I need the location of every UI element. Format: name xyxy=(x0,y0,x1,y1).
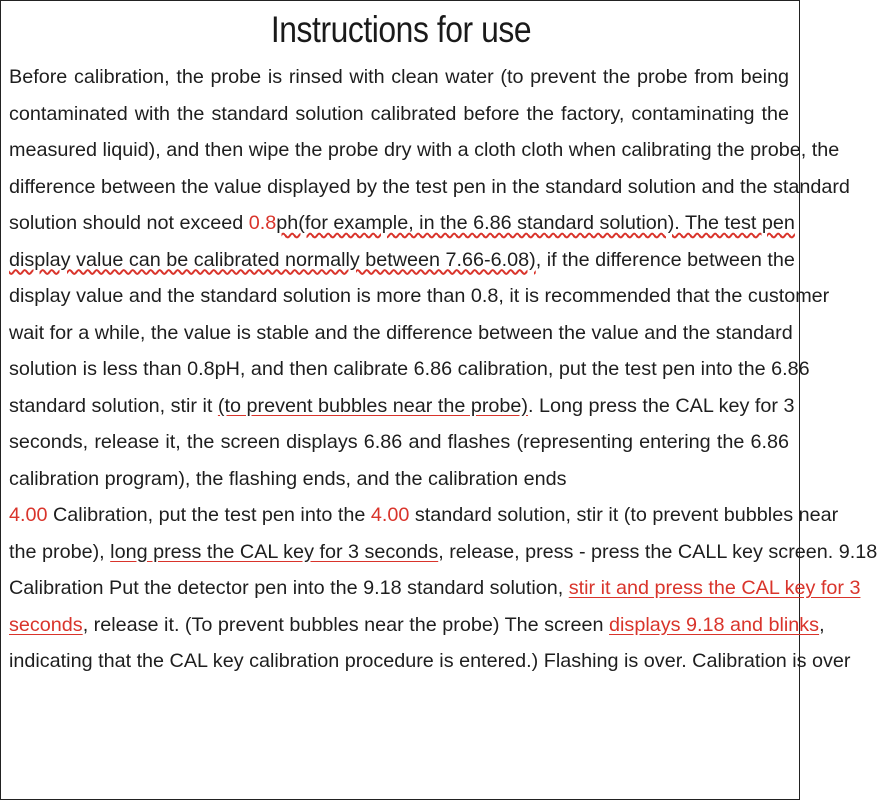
highlighted-text: stir it and press the CAL key for 3 xyxy=(568,577,861,599)
text-line xyxy=(9,132,840,169)
text-line xyxy=(9,242,795,279)
text-line xyxy=(9,461,789,498)
text-segment: contaminated with the standard solution calibrated before the factory, contaminating the xyxy=(9,102,789,125)
highlighted-text: displays 9.18 and blinks xyxy=(609,613,820,636)
page-title: Instructions for use xyxy=(270,9,532,50)
text-segment: Before calibration, the probe is rinsed with clean water (to prevent the probe from being xyxy=(9,66,789,88)
text-segment: . Long press the CAL key for 3 xyxy=(528,394,795,417)
text-line xyxy=(9,205,795,242)
text-segment: solution is less than 0.8pH, and then calibrate 6.86 calibration, put the test pen into the 6.86 xyxy=(9,358,810,380)
text-segment: Calibration, put the test pen into the xyxy=(47,504,371,526)
text-line xyxy=(9,278,830,315)
text-segment: , release it. (To prevent bubbles near the probe) The screen xyxy=(82,613,610,636)
text-segment: standard solution, stir it xyxy=(9,394,218,417)
text-segment: solution should not exceed xyxy=(9,212,249,234)
highlighted-text: display value can be calibrated normally between 7.66-6.08) xyxy=(9,248,536,271)
text-line xyxy=(9,607,825,644)
text-line xyxy=(9,59,789,96)
text-segment: standard solution, stir it (to prevent bubbles near xyxy=(409,504,839,526)
highlighted-text: (to prevent bubbles near the probe) xyxy=(217,394,529,417)
highlighted-text: 4.00 xyxy=(370,504,410,526)
instruction-text xyxy=(9,59,877,680)
text-segment: Calibration Put the detector pen into the 9.18 standard solution, xyxy=(9,577,569,599)
text-line xyxy=(9,96,789,133)
text-line xyxy=(9,570,861,607)
highlighted-text: seconds xyxy=(9,613,83,636)
highlighted-text: 4.00 xyxy=(9,504,48,526)
text-line xyxy=(9,424,789,461)
text-line xyxy=(9,643,851,680)
text-segment: wait for a while, the value is stable and the difference between the value and the standard xyxy=(9,321,793,344)
text-line xyxy=(9,534,877,571)
text-segment: the probe), xyxy=(9,540,111,563)
text-segment: difference between the value displayed by the test pen in the standard solution and the standard xyxy=(9,175,850,198)
highlighted-text: ph(for example, in the 6.86 standard solution). The test pen xyxy=(276,212,795,234)
text-line xyxy=(9,497,839,534)
text-segment: indicating that the CAL key calibration procedure is entered.) Flashing is over. Calibration is over xyxy=(9,650,851,672)
text-segment: , xyxy=(819,613,825,636)
text-segment: display value and the standard solution is more than 0.8, it is recommended that the customer xyxy=(9,285,830,307)
highlighted-text: long press the CAL key for 3 seconds xyxy=(110,540,439,563)
text-line xyxy=(9,388,795,425)
text-segment: measured liquid), and then wipe the probe dry with a cloth cloth when calibrating the probe, the xyxy=(9,139,840,161)
text-line xyxy=(9,351,810,388)
text-segment: calibration program), the flashing ends, and the calibration ends xyxy=(9,467,567,490)
text-segment: seconds, release it, the screen displays 6.86 and flashes (representing entering the 6.86 xyxy=(9,431,789,453)
text-line xyxy=(9,315,793,352)
text-line xyxy=(9,169,850,206)
text-segment: , release, press - press the CALL key screen. 9.18 xyxy=(438,540,877,563)
highlighted-text: 0.8 xyxy=(248,212,277,234)
text-segment: , if the difference between the xyxy=(535,248,795,271)
